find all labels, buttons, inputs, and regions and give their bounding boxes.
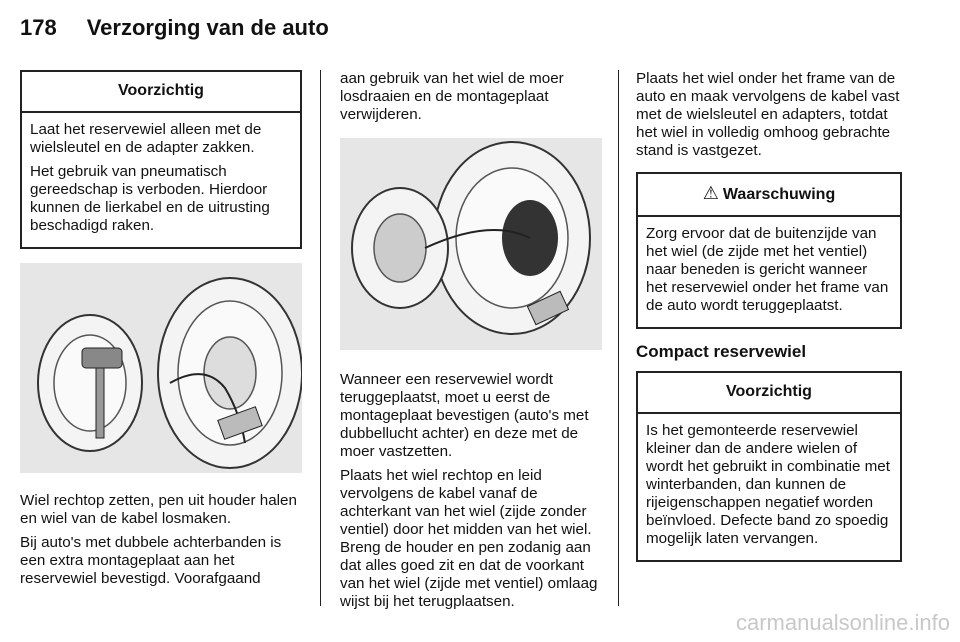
paragraph: Wiel rechtop zetten, pen uit houder halen en wiel van de kabel losmaken. bbox=[20, 492, 297, 527]
warning-box bbox=[636, 172, 902, 329]
paragraph: Plaats het wiel onder het frame van de auto en maak vervolgens de kabel vast met de wielsleutel en adapters, totdat het wiel in volledig omhoog gebrachte stand is vastgezet. bbox=[636, 70, 900, 159]
warning-text: Zorg ervoor dat de buitenzijde van het wiel (de zijde met het ventiel) naar beneden is gericht wanneer het reservewiel onder het frame van de auto wordt teruggeplaatst. bbox=[646, 225, 889, 314]
paragraph: Bij auto's met dubbele achterbanden is een extra montageplaat aan het reservewiel bevestigd. Voorafgaand bbox=[20, 534, 282, 587]
paragraph: Plaats het wiel rechtop en leid vervolgens de kabel vanaf de achterkant van het wiel (zijde zonder ventiel) door het midden van het wiel. Breng de houder en pen zodanig aan dat alles goed zit en dat de voorkant van het wiel (zijde met ventiel) omlaag wijst bij het terugplaatsen. bbox=[340, 467, 598, 610]
column-divider bbox=[618, 70, 619, 606]
paragraph: aan gebruik van het wiel de moer losdraaien en de montageplaat verwijderen. bbox=[340, 70, 564, 123]
caution-box bbox=[20, 70, 302, 249]
column-middle bbox=[340, 70, 602, 617]
watermark: carmanualsonline.info bbox=[735, 610, 950, 635]
section-title: Compact reservewiel bbox=[636, 342, 807, 361]
column-left bbox=[20, 70, 302, 594]
column-divider bbox=[320, 70, 321, 606]
caution-box bbox=[636, 371, 902, 562]
warning-header bbox=[638, 174, 900, 217]
page-title: Verzorging van de auto bbox=[86, 15, 329, 40]
mounting-plate-illustration bbox=[340, 138, 602, 350]
caution-text: Het gebruik van pneumatisch gereedschap is verboden. Hierdoor kunnen de lierkabel en de uitrusting beschadigd raken. bbox=[30, 163, 270, 234]
column-right bbox=[636, 70, 902, 576]
spare-wheel-illustration bbox=[20, 263, 302, 473]
paragraph: Wanneer een reservewiel wordt teruggeplaatst, moet u eerst de montageplaat bevestigen (auto's met dubbellucht achter) en deze met de moer vastzetten. bbox=[340, 371, 589, 460]
warning-title: Waarschuwing bbox=[722, 186, 836, 203]
page-number: 178 bbox=[20, 15, 57, 40]
caution-text: Is het gemonteerde reservewiel kleiner dan de andere wielen of wordt het gebruikt in combinatie met winterbanden, dan kunnen de rijeigenschappen negatief worden beïnvloed. Defecte band zo spoedig mogelijk laten vervangen. bbox=[646, 422, 890, 547]
warning-triangle-icon: ⚠ bbox=[702, 183, 719, 203]
caution-text: Laat het reservewiel alleen met de wielsleutel en de adapter zakken. bbox=[30, 121, 262, 156]
caution-title: Voorzichtig bbox=[22, 72, 300, 113]
page-header bbox=[20, 8, 329, 48]
caution-title: Voorzichtig bbox=[638, 373, 900, 414]
